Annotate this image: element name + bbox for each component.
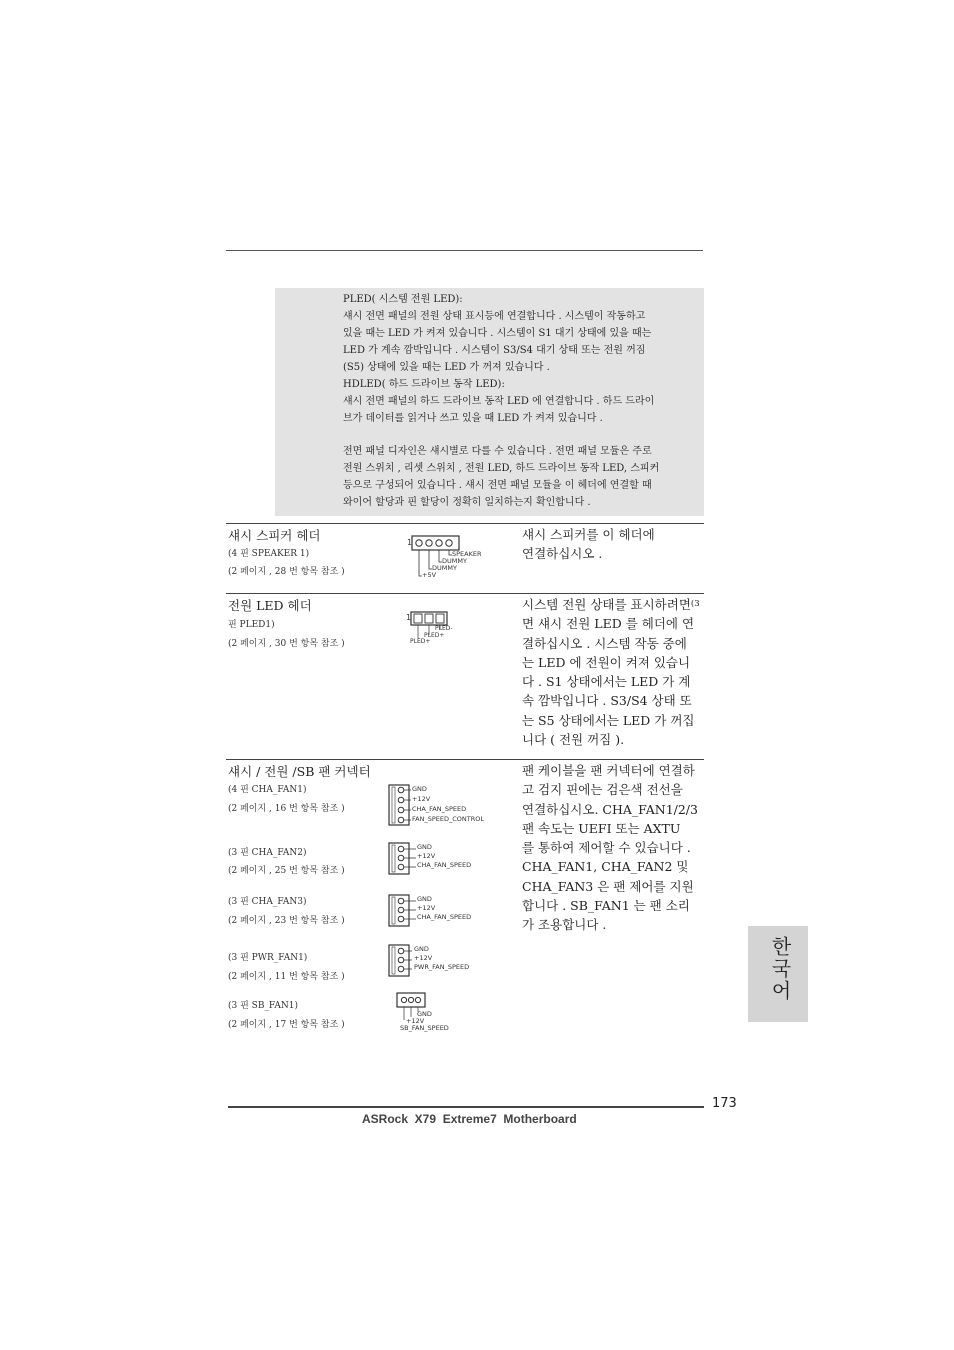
fan-desc-line: 고 검지 핀에는 검은색 전선을 — [522, 782, 683, 798]
power-led-desc-line: 다 . S1 상태에서는 LED 가 계 — [522, 674, 691, 690]
note-line: 전원 스위치 , 리셋 스위치 , 전원 LED, 하드 드라이브 동작 LED, 스피커 — [343, 463, 660, 474]
power-led-connector-diagram — [406, 610, 466, 648]
power-led-desc-line: 는 LED 에 전원이 켜져 있습니 — [522, 654, 691, 670]
fan-desc-line: CHA_FAN3 은 팬 제어를 지원 — [522, 878, 694, 894]
sb-fan1-label: SB_FAN_SPEED — [400, 1024, 449, 1032]
note-line: 와이어 할당과 핀 할당이 정확히 일치하는지 확인합니다 . — [343, 497, 591, 508]
sb-fan1-label: +12V — [406, 1017, 425, 1025]
cha-fan1-label: CHA_FAN_SPEED — [412, 805, 467, 813]
cha-fan2-ref: (2 페이지 , 25 번 항목 참조 ) — [228, 866, 345, 876]
hdled-title: HDLED( 하드 드라이브 동작 LED): — [343, 379, 505, 390]
pled-line: 있을 때는 LED 가 켜져 있습니다 . 시스템이 S1 대기 상태에 있을 때는 — [343, 328, 652, 339]
power-led-desc-line: 결하십시오 . 시스템 작동 중에 — [522, 635, 687, 651]
speaker-description — [522, 525, 705, 564]
cha-fan1-pin-info: (4 핀 CHA_FAN1) — [228, 785, 307, 795]
power-led-desc-line: 니다 ( 전원 꺼짐 ). — [522, 732, 625, 748]
cha-fan3-connector-diagram — [388, 894, 488, 928]
pwr-fan1-ref: (2 페이지 , 11 번 항목 참조 ) — [228, 972, 345, 982]
cha-fan3-label: CHA_FAN_SPEED — [417, 913, 472, 921]
cha-fan2-label: GND — [417, 843, 432, 851]
fan-desc-line: CHA_FAN1, CHA_FAN2 및 — [522, 859, 689, 875]
pled-line: LED 가 계속 깜박입니다 . 시스템이 S3/S4 대기 상태 또는 전원 꺼짐 — [343, 345, 646, 356]
fan-desc-line: 합니다 . SB_FAN1 는 팬 소리 — [522, 898, 690, 914]
hdled-line: 브가 데이터를 읽거나 쓰고 있을 때 LED 가 켜져 있습니다 . — [343, 413, 603, 424]
cha-fan2-connector-diagram — [388, 842, 488, 876]
fan-desc-line: 팬 속도는 UEFI 또는 AXTU — [522, 820, 681, 836]
pled-line: (S5) 상태에 있을 때는 LED 가 꺼져 있습니다 . — [343, 362, 550, 373]
section-divider — [226, 759, 704, 760]
cha-fan2-label: CHA_FAN_SPEED — [417, 861, 472, 869]
pwr-fan1-label: PWR_FAN_SPEED — [414, 963, 470, 971]
cha-fan3-pin-info: (3 핀 CHA_FAN3) — [228, 897, 307, 907]
cha-fan1-label: GND — [412, 785, 427, 793]
fan-desc-line: 를 통하여 제어할 수 있습니다 . — [522, 840, 691, 856]
cha-fan2-pin-info: (3 핀 CHA_FAN2) — [228, 848, 307, 858]
power-led-label: PLED+ — [424, 632, 445, 639]
top-rule — [226, 250, 703, 251]
front-panel-info-box — [275, 288, 704, 516]
cha-fan3-ref: (2 페이지 , 23 번 항목 참조 ) — [228, 916, 345, 926]
power-led-label: PLED+ — [410, 638, 431, 645]
speaker-title: 섀시 스피커 헤더 — [228, 528, 321, 543]
footer-rule — [228, 1106, 704, 1108]
note-line: 전면 패널 디자인은 섀시별로 다를 수 있습니다 . 전면 패널 모듈은 주로 — [343, 446, 652, 457]
language-side-tab — [748, 926, 808, 1022]
power-led-desc-line: 속 깜박입니다 . S3/S4 상태 또 — [522, 693, 692, 709]
power-led-pin-info: 핀 PLED1) — [228, 620, 275, 630]
fan-desc-line: 연결하십시오. CHA_FAN1/2/3 — [522, 801, 698, 817]
speaker-label: +5V — [422, 571, 437, 579]
sb-fan1-label: GND — [417, 1010, 432, 1018]
speaker-label: DUMMY — [432, 564, 457, 572]
power-led-desc-first: 시스템 전원 상태를 표시하려면 — [522, 597, 691, 612]
speaker-pin1-marker: 1 — [407, 538, 413, 547]
cha-fan3-label: GND — [417, 895, 432, 903]
cha-fan1-connector-diagram — [388, 784, 508, 826]
fan-desc-line: 가 조용합니다 . — [522, 917, 607, 933]
fan-desc-line: 팬 케이블을 팬 커넥터에 연결하 — [522, 763, 695, 778]
speaker-ref: (2 페이지 , 28 번 항목 참조 ) — [228, 567, 345, 577]
pwr-fan1-label: GND — [414, 945, 429, 953]
speaker-pin-info: (4 핀 SPEAKER 1) — [228, 549, 310, 559]
speaker-desc-line: 섀시 스피커를 이 헤더에 — [522, 527, 655, 542]
cha-fan1-label: FAN_SPEED_CONTROL — [412, 815, 484, 823]
cha-fan1-label: +12V — [412, 795, 431, 803]
cha-fan2-label: +12V — [417, 852, 436, 860]
cha-fan1-ref: (2 페이지 , 16 번 항목 참조 ) — [228, 804, 345, 814]
sb-fan1-ref: (2 페이지 , 17 번 항목 참조 ) — [228, 1020, 345, 1030]
pwr-fan1-pin-info: (3 핀 PWR_FAN1) — [228, 953, 308, 963]
power-led-desc-line — [522, 595, 705, 614]
fan-description — [522, 761, 705, 935]
hdled-line: 섀시 전면 패널의 하드 드라이브 동작 LED 에 연결합니다 . 하드 드라이 — [343, 396, 655, 407]
section-divider — [226, 593, 704, 594]
cha-fan2-pins-icon — [388, 842, 418, 876]
cha-fan3-pins-icon — [388, 894, 418, 928]
note-line: 등으로 구성되어 있습니다 . 섀시 전면 패널 모듈을 이 헤더에 연결할 때 — [343, 480, 652, 491]
power-led-pin1-marker: 1 — [406, 613, 412, 622]
speaker-label: SPEAKER — [452, 550, 482, 558]
power-led-desc-pin-note: (3 — [690, 599, 700, 609]
pwr-fan1-connector-diagram — [388, 944, 488, 978]
section-divider — [226, 523, 704, 524]
sb-fan1-connector-diagram — [396, 992, 476, 1036]
power-led-description — [522, 595, 705, 749]
power-led-ref: (2 페이지 , 30 번 항목 참조 ) — [228, 639, 345, 649]
fan-section-title: 섀시 / 전원 /SB 팬 커넥터 — [228, 764, 371, 779]
cha-fan3-label: +12V — [417, 904, 436, 912]
speaker-label: DUMMY — [442, 557, 467, 565]
language-tab-label: 한국어 — [768, 936, 792, 1002]
power-led-desc-line: 는 S5 상태에서는 LED 가 꺼집 — [522, 712, 695, 728]
pwr-fan1-label: +12V — [414, 954, 433, 962]
power-led-title: 전원 LED 헤더 — [228, 598, 312, 613]
page-number: 173 — [712, 1096, 737, 1111]
pled-line: 섀시 전면 패널의 전원 상태 표시등에 연결합니다 . 시스템이 작동하고 — [343, 311, 646, 322]
power-led-label: PLED- — [435, 625, 453, 632]
sb-fan1-pin-info: (3 핀 SB_FAN1) — [228, 1001, 299, 1011]
footer-title: ASRock X79 Extreme7 Motherboard — [362, 1112, 577, 1126]
pled-title: PLED( 시스템 전원 LED): — [343, 294, 463, 305]
power-led-desc-line: 면 섀시 전원 LED 를 헤더에 연 — [522, 616, 695, 632]
speaker-desc-line: 연결하십시오 . — [522, 546, 603, 562]
speaker-connector-diagram — [406, 533, 506, 585]
